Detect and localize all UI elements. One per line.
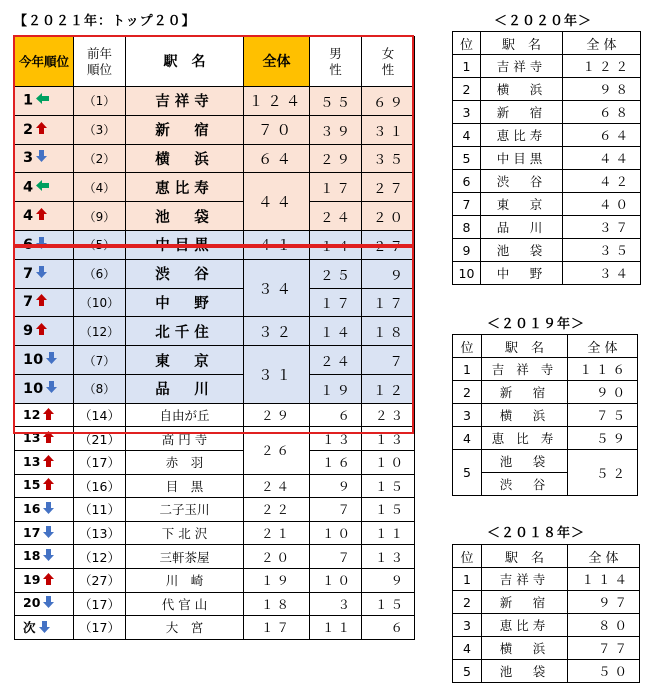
- total-cell: ３２: [244, 317, 310, 346]
- rank-value: 13: [23, 453, 41, 469]
- rank-cell: [15, 474, 74, 498]
- female-cell: １１: [362, 521, 415, 545]
- station-cell: 渋 谷: [482, 473, 568, 496]
- male-cell: ７: [310, 545, 362, 569]
- table-header: [15, 37, 415, 87]
- rank-cell: [15, 498, 74, 522]
- rank-cell: 8: [453, 216, 481, 239]
- rank-cell: [15, 230, 74, 259]
- table-row: [453, 637, 640, 660]
- total-cell: ６４: [563, 124, 641, 147]
- female-cell: ３１: [362, 115, 415, 144]
- station-cell: 中 野: [481, 262, 563, 285]
- station-cell: 新 宿: [482, 381, 568, 404]
- female-cell: ２３: [362, 403, 415, 427]
- table-header: [453, 32, 641, 55]
- arrow-down-icon: [42, 548, 55, 565]
- table-row: [15, 403, 415, 427]
- rank-cell: [15, 288, 74, 317]
- total-cell: １７: [244, 616, 310, 640]
- station-cell: 北千住: [126, 317, 244, 346]
- total-cell: ５９: [568, 427, 638, 450]
- station-cell: 東 京: [126, 346, 244, 375]
- station-cell: 池 袋: [482, 450, 568, 473]
- station-cell: 品 川: [481, 216, 563, 239]
- table-row: [15, 498, 415, 522]
- prev-rank-cell: （5）: [74, 230, 126, 259]
- total-cell: ２１: [244, 521, 310, 545]
- prev-rank-cell: （14）: [74, 403, 126, 427]
- station-cell: 東 京: [481, 193, 563, 216]
- arrow-up-icon: [35, 322, 48, 340]
- ranking-table-2019: [452, 334, 638, 496]
- table-row: [15, 144, 415, 173]
- female-cell: １５: [362, 474, 415, 498]
- prev-rank-cell: （11）: [74, 498, 126, 522]
- rank-cell: [15, 374, 74, 403]
- header-female: 女性: [362, 37, 415, 87]
- prev-rank-cell: （16）: [74, 474, 126, 498]
- table-row: [453, 614, 640, 637]
- female-cell: １５: [362, 592, 415, 616]
- header-rank: 位: [453, 335, 482, 358]
- rank-value: 6: [23, 236, 34, 253]
- total-cell: ２２: [244, 498, 310, 522]
- male-cell: ２９: [310, 144, 362, 173]
- rank-value: 16: [23, 500, 41, 516]
- female-cell: １８: [362, 317, 415, 346]
- station-cell: 吉祥寺: [126, 87, 244, 116]
- station-cell: 高 円 寺: [126, 427, 244, 451]
- rank-cell: [15, 87, 74, 116]
- station-cell: 池 袋: [126, 202, 244, 231]
- table-row: [15, 592, 415, 616]
- rank-cell: [15, 259, 74, 288]
- arrow-up-icon: [42, 477, 55, 494]
- rank-cell: 1: [453, 358, 482, 381]
- total-cell: ９７: [568, 591, 640, 614]
- title-2020: ＜２０２０年＞: [494, 14, 593, 29]
- total-cell: １１６: [568, 358, 638, 381]
- arrow-up-icon: [42, 572, 55, 589]
- male-cell: ２４: [310, 202, 362, 231]
- table-row: [453, 450, 638, 473]
- rank-value: 1: [23, 92, 34, 109]
- male-cell: １０: [310, 521, 362, 545]
- ranking-table-2018: [452, 544, 640, 683]
- total-cell: ８０: [568, 614, 640, 637]
- female-cell: ３５: [362, 144, 415, 173]
- total-cell: ４４: [563, 147, 641, 170]
- station-cell: 中 野: [126, 288, 244, 317]
- table-row: [15, 87, 415, 116]
- arrow-left-icon: [35, 179, 50, 196]
- rank-cell: [15, 427, 74, 451]
- station-cell: 吉 祥 寺: [482, 358, 568, 381]
- station-cell: 恵比寿: [482, 614, 568, 637]
- male-cell: ５５: [310, 87, 362, 116]
- total-cell: ２９: [244, 403, 310, 427]
- table-row: [453, 78, 641, 101]
- male-cell: １４: [310, 230, 362, 259]
- arrow-up-icon: [42, 454, 55, 471]
- rank-value: 10: [23, 352, 44, 369]
- table-row: [453, 427, 638, 450]
- total-cell: ３４: [244, 259, 310, 317]
- table-row: [15, 616, 415, 640]
- header-rank: 今年順位: [15, 37, 74, 87]
- male-cell: １３: [310, 427, 362, 451]
- total-cell: ４１: [244, 230, 310, 259]
- station-cell: 渋 谷: [481, 170, 563, 193]
- total-cell: ２６: [244, 427, 310, 474]
- prev-rank-cell: （12）: [74, 545, 126, 569]
- total-cell: ２０: [244, 545, 310, 569]
- rank-cell: 3: [453, 614, 482, 637]
- female-cell: ２０: [362, 202, 415, 231]
- arrow-down-icon: [42, 501, 55, 518]
- rank-cell: [15, 346, 74, 375]
- rank-cell: [15, 144, 74, 173]
- station-cell: 自由が丘: [126, 403, 244, 427]
- rank-cell: [15, 568, 74, 592]
- female-cell: １５: [362, 498, 415, 522]
- table-row: [453, 404, 638, 427]
- arrow-down-icon: [35, 236, 48, 254]
- table-row: [453, 262, 641, 285]
- table-row: [15, 202, 415, 231]
- station-cell: 横 浜: [482, 637, 568, 660]
- total-cell: １９: [244, 568, 310, 592]
- female-cell: ６９: [362, 87, 415, 116]
- rank-cell: [15, 317, 74, 346]
- table-row: [453, 170, 641, 193]
- rank-cell: 1: [453, 568, 482, 591]
- rank-value: 10: [23, 380, 44, 397]
- total-cell: ７７: [568, 637, 640, 660]
- total-cell: ３１: [244, 346, 310, 404]
- rank-cell: [15, 616, 74, 640]
- male-cell: ３９: [310, 115, 362, 144]
- table-row: [15, 259, 415, 288]
- total-cell: ９８: [563, 78, 641, 101]
- table-row: [453, 239, 641, 262]
- station-cell: 大 宮: [126, 616, 244, 640]
- table-row: [15, 568, 415, 592]
- table-row: [15, 521, 415, 545]
- rank-cell: [15, 403, 74, 427]
- prev-rank-cell: （8）: [74, 374, 126, 403]
- prev-rank-cell: （4）: [74, 173, 126, 202]
- prev-rank-cell: （13）: [74, 521, 126, 545]
- total-cell: ３４: [563, 262, 641, 285]
- table-row: [15, 374, 415, 403]
- total-cell: ６８: [563, 101, 641, 124]
- station-cell: 中目黒: [126, 230, 244, 259]
- table-row: [453, 216, 641, 239]
- male-cell: １１: [310, 616, 362, 640]
- rank-cell: [15, 450, 74, 474]
- table-row: [453, 568, 640, 591]
- table-row: [15, 346, 415, 375]
- header-male: 男性: [310, 37, 362, 87]
- table-row: [453, 147, 641, 170]
- table-row: [15, 230, 415, 259]
- header-rank: 位: [453, 545, 482, 568]
- arrow-up-icon: [42, 430, 55, 447]
- arrow-left-icon: [35, 92, 50, 109]
- male-cell: ９: [310, 474, 362, 498]
- rank-value: 4: [23, 179, 34, 196]
- rank-value: 4: [23, 208, 34, 225]
- station-cell: 恵 比 寿: [482, 427, 568, 450]
- rank-cell: 2: [453, 78, 481, 101]
- male-cell: １９: [310, 374, 362, 403]
- rank-cell: 1: [453, 55, 481, 78]
- rank-cell: 5: [453, 147, 481, 170]
- header-station: 駅 名: [481, 32, 563, 55]
- prev-rank-cell: （7）: [74, 346, 126, 375]
- station-cell: 吉祥寺: [482, 568, 568, 591]
- total-cell: ５２: [568, 450, 638, 496]
- rank-cell: 3: [453, 404, 482, 427]
- female-cell: １２: [362, 374, 415, 403]
- arrow-down-icon: [42, 595, 55, 612]
- header-station: 駅 名: [482, 545, 568, 568]
- table-header: [453, 545, 640, 568]
- prev-rank-cell: （9）: [74, 202, 126, 231]
- header-station: 駅 名: [126, 37, 244, 87]
- rank-cell: [15, 115, 74, 144]
- ranking-table-2020: [452, 31, 641, 285]
- male-cell: ２４: [310, 346, 362, 375]
- female-cell: １７: [362, 288, 415, 317]
- station-cell: 横 浜: [482, 404, 568, 427]
- rank-cell: [15, 592, 74, 616]
- prev-rank-cell: （27）: [74, 568, 126, 592]
- station-cell: 横 浜: [481, 78, 563, 101]
- station-cell: 吉祥寺: [481, 55, 563, 78]
- station-cell: 三軒茶屋: [126, 545, 244, 569]
- rank-cell: 5: [453, 660, 482, 683]
- prev-rank-cell: （17）: [74, 450, 126, 474]
- title-2018: ＜２０１８年＞: [487, 526, 586, 541]
- rank-value: 7: [23, 265, 34, 282]
- table-row: [15, 115, 415, 144]
- station-cell: 池 袋: [482, 660, 568, 683]
- prev-rank-cell: （2）: [74, 144, 126, 173]
- arrow-down-icon: [45, 351, 58, 369]
- table-row: [453, 193, 641, 216]
- station-cell: 新 宿: [481, 101, 563, 124]
- rank-value: 3: [23, 150, 34, 167]
- total-cell: ４４: [244, 173, 310, 231]
- female-cell: ９: [362, 259, 415, 288]
- male-cell: １４: [310, 317, 362, 346]
- station-cell: 恵比寿: [126, 173, 244, 202]
- table-row: [453, 660, 640, 683]
- female-cell: １３: [362, 427, 415, 451]
- header-station: 駅 名: [482, 335, 568, 358]
- arrow-down-icon: [35, 149, 48, 167]
- rank-cell: [15, 202, 74, 231]
- prev-rank-cell: （1）: [74, 87, 126, 116]
- total-cell: ３５: [563, 239, 641, 262]
- table-row: [453, 381, 638, 404]
- header-total: 全 体: [568, 335, 638, 358]
- female-cell: ２７: [362, 173, 415, 202]
- male-cell: １７: [310, 173, 362, 202]
- rank-value: 2: [23, 121, 34, 138]
- rank-value: 15: [23, 477, 41, 493]
- rank-cell: 7: [453, 193, 481, 216]
- prev-rank-cell: （6）: [74, 259, 126, 288]
- total-cell: １１４: [568, 568, 640, 591]
- female-cell: １０: [362, 450, 415, 474]
- station-cell: 池 袋: [481, 239, 563, 262]
- station-cell: 代 官 山: [126, 592, 244, 616]
- header-total: 全体: [244, 37, 310, 87]
- male-cell: ２５: [310, 259, 362, 288]
- total-cell: ９０: [568, 381, 638, 404]
- rank-value: 17: [23, 524, 41, 540]
- prev-rank-cell: （21）: [74, 427, 126, 451]
- male-cell: １７: [310, 288, 362, 317]
- header-total: 全 体: [568, 545, 640, 568]
- rank-cell: 3: [453, 101, 481, 124]
- station-cell: 目 黒: [126, 474, 244, 498]
- station-cell: 赤 羽: [126, 450, 244, 474]
- table-row: [15, 427, 415, 451]
- rank-cell: 6: [453, 170, 481, 193]
- female-cell: １３: [362, 545, 415, 569]
- rank-cell: 10: [453, 262, 481, 285]
- arrow-down-icon: [35, 265, 48, 283]
- rank-value: 12: [23, 406, 41, 422]
- prev-rank-cell: （10）: [74, 288, 126, 317]
- station-cell: 恵比寿: [481, 124, 563, 147]
- header-rank: 位: [453, 32, 481, 55]
- total-cell: ４２: [563, 170, 641, 193]
- station-cell: 新 宿: [482, 591, 568, 614]
- arrow-down-icon: [45, 380, 58, 398]
- total-cell: ２４: [244, 474, 310, 498]
- table-row: [15, 474, 415, 498]
- male-cell: １０: [310, 568, 362, 592]
- station-cell: 中目黒: [481, 147, 563, 170]
- table-row: [15, 317, 415, 346]
- rank-cell: [15, 521, 74, 545]
- header-prev-rank: 前年順位: [74, 37, 126, 87]
- arrow-up-icon: [42, 407, 55, 424]
- table-row: [453, 55, 641, 78]
- female-cell: ２７: [362, 230, 415, 259]
- table-row: [453, 124, 641, 147]
- arrow-down-icon: [38, 620, 51, 637]
- main-title: 【２０２１年：トップ２０】: [14, 14, 196, 29]
- male-cell: ６: [310, 403, 362, 427]
- table-row: [15, 450, 415, 474]
- arrow-down-icon: [42, 525, 55, 542]
- station-cell: 二子玉川: [126, 498, 244, 522]
- total-cell: １２４: [244, 87, 310, 116]
- female-cell: ９: [362, 568, 415, 592]
- total-cell: ６４: [244, 144, 310, 173]
- station-cell: 渋 谷: [126, 259, 244, 288]
- header-total: 全 体: [563, 32, 641, 55]
- prev-rank-cell: （12）: [74, 317, 126, 346]
- total-cell: ７５: [568, 404, 638, 427]
- rank-value: 次: [23, 619, 36, 635]
- arrow-up-icon: [35, 121, 48, 139]
- rank-value: 7: [23, 294, 34, 311]
- table-row: [453, 358, 638, 381]
- table-row: [15, 545, 415, 569]
- female-cell: ６: [362, 616, 415, 640]
- ranking-table-2021: [14, 36, 415, 640]
- rank-cell: [15, 173, 74, 202]
- prev-rank-cell: （3）: [74, 115, 126, 144]
- total-cell: ３７: [563, 216, 641, 239]
- total-cell: １８: [244, 592, 310, 616]
- female-cell: ７: [362, 346, 415, 375]
- rank-value: 18: [23, 548, 41, 564]
- prev-rank-cell: （17）: [74, 616, 126, 640]
- rank-cell: 4: [453, 637, 482, 660]
- table-header: [453, 335, 638, 358]
- rank-value: 20: [23, 595, 41, 611]
- male-cell: １６: [310, 450, 362, 474]
- rank-cell: 9: [453, 239, 481, 262]
- station-cell: 横 浜: [126, 144, 244, 173]
- arrow-up-icon: [35, 207, 48, 225]
- station-cell: 川 崎: [126, 568, 244, 592]
- table-row: [453, 101, 641, 124]
- rank-value: 19: [23, 571, 41, 587]
- table-row: [15, 173, 415, 202]
- station-cell: 品 川: [126, 374, 244, 403]
- title-2019: ＜２０１９年＞: [487, 317, 586, 332]
- total-cell: ７０: [244, 115, 310, 144]
- station-cell: 新 宿: [126, 115, 244, 144]
- rank-cell: 2: [453, 381, 482, 404]
- rank-value: 9: [23, 323, 34, 340]
- total-cell: ４０: [563, 193, 641, 216]
- rank-cell: 4: [453, 124, 481, 147]
- table-row: [15, 288, 415, 317]
- station-cell: 下 北 沢: [126, 521, 244, 545]
- rank-cell: 2: [453, 591, 482, 614]
- total-cell: ５０: [568, 660, 640, 683]
- rank-cell: 4: [453, 427, 482, 450]
- arrow-up-icon: [35, 293, 48, 311]
- male-cell: ３: [310, 592, 362, 616]
- rank-value: 13: [23, 430, 41, 446]
- prev-rank-cell: （17）: [74, 592, 126, 616]
- rank-cell: [15, 545, 74, 569]
- table-row: [453, 591, 640, 614]
- rank-cell: 5: [453, 450, 482, 496]
- male-cell: ７: [310, 498, 362, 522]
- total-cell: １２２: [563, 55, 641, 78]
